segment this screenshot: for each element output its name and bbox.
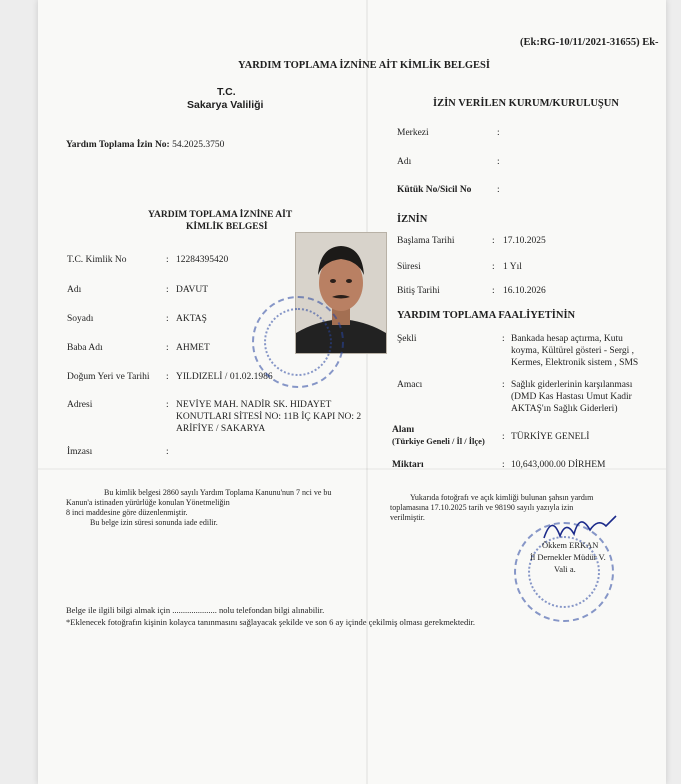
end-date-value: 16.10.2026 [503, 286, 546, 296]
signer-role: Vali a. [554, 564, 576, 574]
amount-value: 10,643,000.00 DİRHEM [511, 460, 606, 470]
method-line1: Bankada hesap açtırma, Kutu [511, 334, 623, 344]
activity-title: YARDIM TOPLAMA FAALİYETİNİN [397, 310, 576, 321]
note-left-line2: Kanun'a istinaden yürürlüğe konulan Yönetmeliğin [66, 498, 230, 507]
last-name-value: AKTAŞ [176, 314, 207, 324]
org-section-title: İZİN VERİLEN KURUM/KURULUŞUN [433, 98, 619, 109]
note-left-line3: 8 inci maddesine göre düzenlenmiştir. [66, 508, 188, 517]
org-merkezi-label: Merkezi [397, 128, 429, 138]
first-name-value: DAVUT [176, 285, 209, 295]
note-left-line4: Bu belge izin süresi sonunda iade edilir. [90, 518, 218, 527]
note-left-line1: Bu kimlik belgesi 2860 sayılı Yardım Toplama Kanunu'nun 7 nci ve bu [104, 488, 332, 497]
address-line1: NEVİYE MAH. NADİR SK. HIDAYET [176, 400, 332, 410]
address-line3: ARİFİYE / SAKARYA [176, 424, 266, 434]
authority-line2: Sakarya Valiliği [187, 99, 264, 111]
area-value: TÜRKİYE GENELİ [511, 432, 590, 442]
authority-line1: T.C. [217, 86, 236, 98]
footer-line1: Belge ile ilgili bilgi almak için ..................... nolu telefondan bilgi alınabilir. [66, 605, 325, 615]
tc-number-value: 12284395420 [176, 255, 229, 265]
signer-title: İl Dernekler Müdür V. [530, 552, 606, 562]
method-line3: Kermes, Elektronik sistem , SMS [511, 358, 639, 368]
card-title-line1: YARDIM TOPLAMA İZNİNE AİT [148, 210, 293, 220]
duration-value: 1 Yıl [503, 262, 522, 272]
address-line2: KONUTLARI SİTESİ NO: 11B İÇ KAPI NO: 2 [176, 412, 362, 422]
note-right-line2: toplamasına 17.10.2025 tarih ve 98190 sayılı yazıyla izin [390, 503, 574, 512]
birth-value: YILDIZELİ / 01.02.1986 [176, 372, 273, 382]
purpose-line1: Sağlık giderlerinin karşılanması [511, 380, 633, 390]
method-line2: koyma, Kültürel gösteri - Sergi , [511, 346, 635, 356]
start-date-value: 17.10.2025 [503, 236, 546, 246]
card-title-line2: KİMLİK BELGESİ [186, 222, 268, 232]
purpose-line3: AKTAŞ'ın Sağlık Giderleri) [511, 404, 618, 414]
fold-line-vertical [366, 0, 368, 784]
signer-name: Ökkem ERKAN [542, 540, 599, 550]
reference-code: (Ek:RG-10/11/2021-31655) Ek- [520, 37, 659, 48]
note-right-line1: Yukarıda fotoğrafı ve açık kimliği bulunan şahsın yardım [410, 493, 594, 502]
org-kutuk-label: Kütük No/Sicil No [397, 185, 472, 195]
document-title: YARDIM TOPLAMA İZNİNE AİT KİMLİK BELGESİ [238, 60, 490, 71]
father-name-value: AHMET [176, 343, 210, 353]
official-stamp-left-inner [264, 308, 332, 376]
permit-number: Yardım Toplama İzin No: 54.2025.3750 [66, 140, 225, 150]
footer-line2: *Eklenecek fotoğrafın kişinin kolayca tanınmasını sağlayacak şekilde ve son 6 ay içinde çekilmiş olması gerekmektedir. [66, 617, 476, 627]
izin-title: İZNİN [397, 214, 428, 225]
note-right-line3: verilmiştir. [390, 513, 425, 522]
org-adi-label: Adı [397, 157, 412, 167]
purpose-line2: (DMD Kas Hastası Umut Kadir [511, 392, 632, 402]
